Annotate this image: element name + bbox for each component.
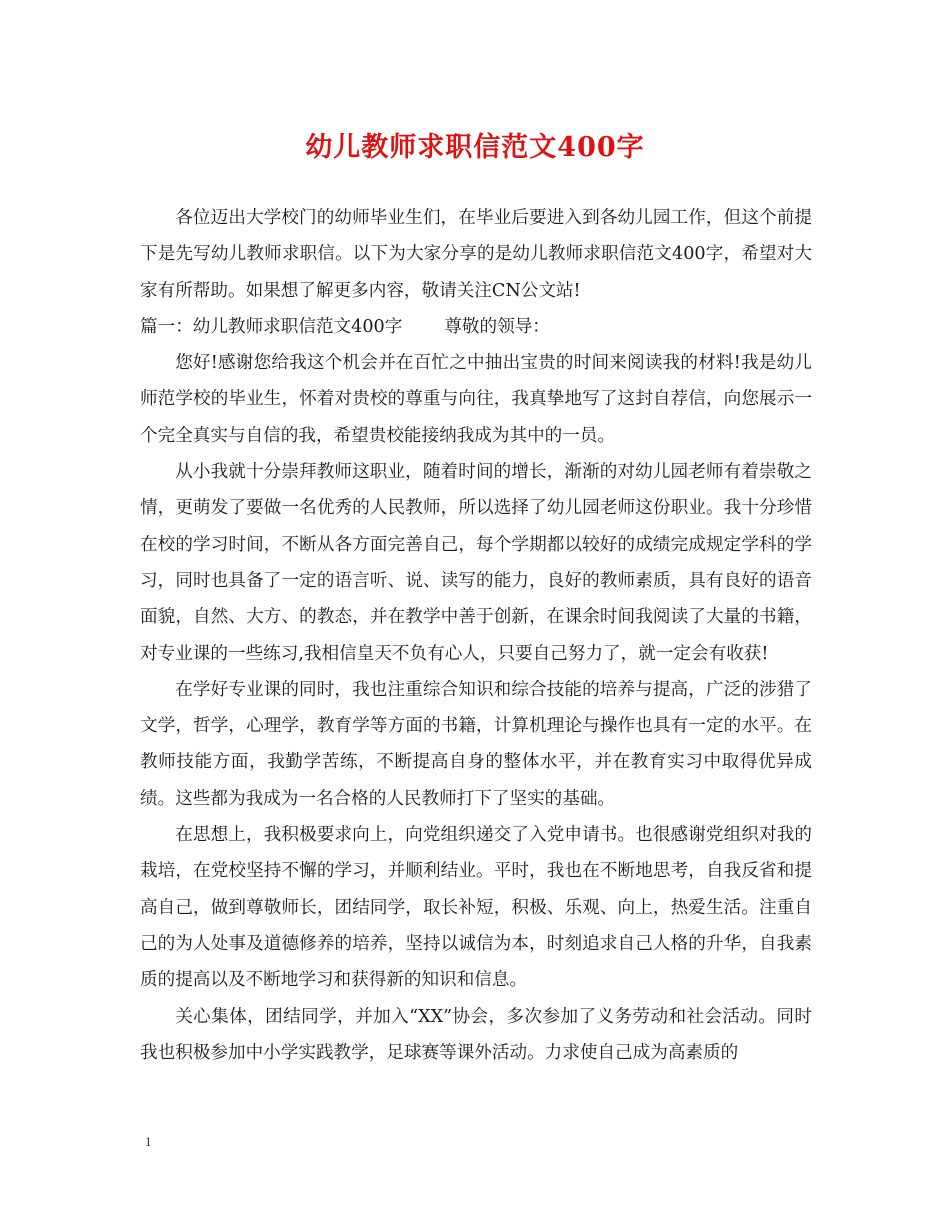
body-paragraph: 从小我就十分崇拜教师这职业，随着时间的增长，渐渐的对幼儿园老师有着崇敬之情，更萌发了要做一名优秀的人民教师，所以选择了幼儿园老师这份职业。我十分珍惜在校的学习时间，不断从各方面完善自己，每个学期都以较好的成绩完成规定学科的学习，同时也具备了一定的语言听、说、读写的能力，良好的教师素质，具有良好的语音面貌，自然、大方、的教态，并在教学中善于创新，在课余时间我阅读了大量的书籍，对专业课的一些练习,我相信皇天不负有心人，只要自己努力了，就一定会有收获! (140, 462, 812, 664)
body-paragraph: 在思想上，我积极要求向上，向党组织递交了入党申请书。也很感谢党组织对我的栽培，在党校坚持不懈的学习，并顺利结业。平时，我也在不断地思考，自我反省和提高自己，做到尊敬师长，团结同学，取长补短，积极、乐观、向上，热爱生活。注重自己的为人处事及道德修养的培养，坚持以诚信为本，时刻追求自己人格的升华，自我素质的提高以及不断地学习和获得新的知识和信息。 (140, 825, 812, 991)
body-paragraph: 在学好专业课的同时，我也注重综合知识和综合技能的培养与提高，广泛的涉猎了文学，哲学，心理学，教育学等方面的书籍，计算机理论与操作也具有一定的水平。在教师技能方面，我勤学苦练，不断提高自身的整体水平，并在教育实习中取得优异成绩。这些都为我成为一名合格的人民教师打下了坚实的基础。 (140, 679, 812, 809)
document-body (140, 200, 812, 1071)
body-paragraph: 您好!感谢您给我这个机会并在百忙之中抽出宝贵的时间来阅读我的材料!我是幼儿师范学校的毕业生，怀着对贵校的尊重与向往，我真挚地写了这封自荐信，向您展示一个完全真实与自信的我，希望贵校能接纳我成为其中的一员。 (140, 353, 812, 446)
page-number: 1 (145, 1134, 152, 1149)
body-paragraph: 关心集体，团结同学，并加入“XX”协会，多次参加了义务劳动和社会活动。同时我也积极参加中小学实践教学，足球赛等课外活动。力求使自己成为高素质的 (140, 1006, 812, 1063)
section-heading: 篇一：幼儿教师求职信范文400字 (140, 316, 403, 337)
document-title: 幼儿教师求职信范文400字 (305, 132, 645, 163)
section-heading-line (140, 309, 812, 345)
salutation: 尊敬的领导： (444, 316, 550, 337)
intro-paragraph: 各位迈出大学校门的幼师毕业生们，在毕业后要进入到各幼儿园工作，但这个前提下是先写幼儿教师求职信。以下为大家分享的是幼儿教师求职信范文400字，希望对大家有所帮助。如果想了解更多内容，敬请关注CN公文站! (140, 208, 812, 301)
